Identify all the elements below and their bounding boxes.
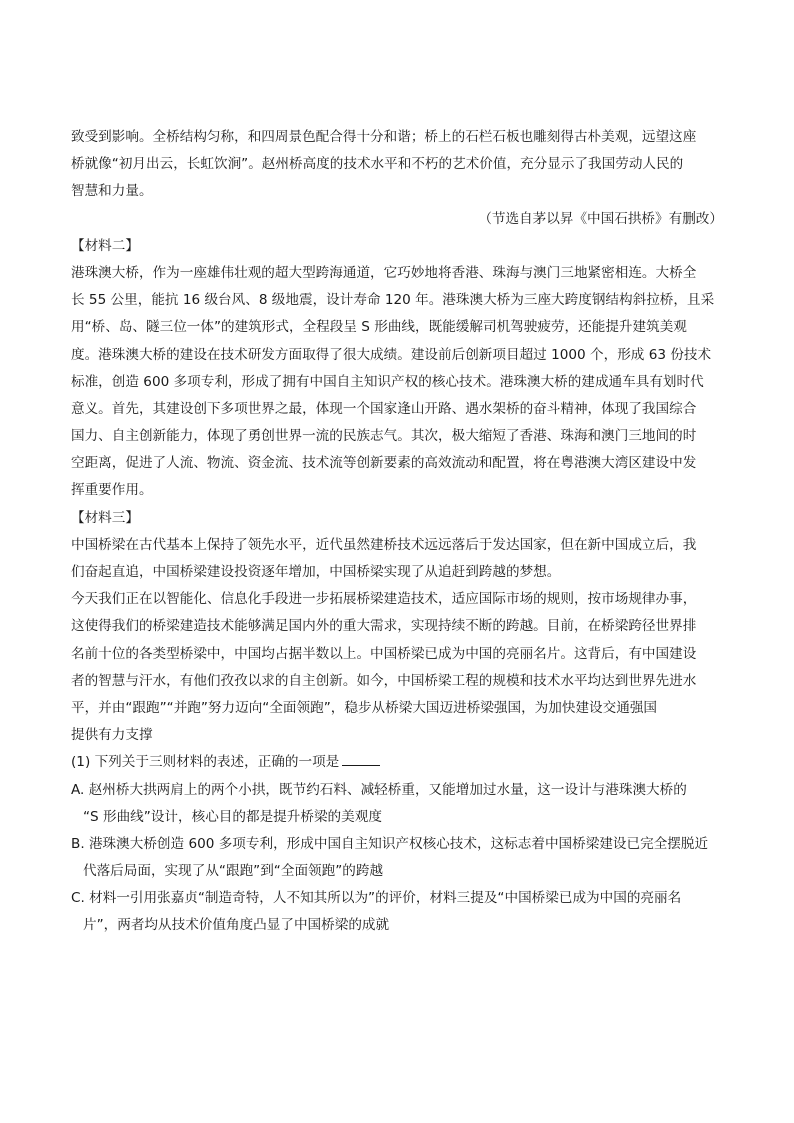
text-line: 国力、自主创新能力，体现了勇创世界一流的民族志气。其次，极大缩短了香港、珠海和澳门三地间的时 [71, 428, 697, 445]
text-line: 智慧和力量。 [71, 183, 153, 200]
option-line: 片”，两者均从技术价值角度凸显了中国桥梁的成就 [83, 917, 390, 934]
text-line: 度。港珠澳大桥的建设在技术研发方面取得了很大成绩。建设前后创新项目超过 1000 个，形成 63 份技术 [71, 346, 712, 363]
text-line: 今天我们正在以智能化、信息化手段进一步拓展桥梁建造技术，适应国际市场的规则，按市场规律办事， [71, 591, 697, 608]
option-b[interactable] [71, 831, 723, 885]
text-line: 意义。首先，其建设创下多项世界之最，体现一个国家逢山开路、遇水架桥的奋斗精神，体现了我国综合 [71, 400, 697, 417]
text-line: 平，并由“跟跑”“并跑”努力迈向“全面领跑”，稳步从桥梁大国迈进桥梁强国，为加快建设交通强国 [71, 699, 658, 716]
question-stem [71, 749, 723, 776]
text-line: 空距离，促进了人流、物流、资金流、技术流等创新要素的高效流动和配置，将在粤港澳大湾区建设中发 [71, 455, 697, 472]
text-line: 致受到影响。全桥结构匀称，和四周景色配合得十分和谐；桥上的石栏石板也雕刻得古朴美观，远望这座 [71, 129, 697, 145]
text-line: 港珠澳大桥，作为一座雄伟壮观的超大型跨海通道，它巧妙地将香港、珠海与澳门三地紧密相连。大桥全 [71, 264, 697, 281]
option-line: B. 港珠澳大桥创造 600 多项专利，形成中国自主知识产权核心技术，这标志着中国桥梁建设已完全摆脱近 [71, 835, 709, 852]
document-body [71, 124, 723, 940]
question-stem-text: (1) 下列关于三则材料的表述，正确的一项是 [71, 754, 340, 771]
material-two-heading: 【材料二】 [71, 237, 139, 254]
material-three-paragraph-one [71, 532, 723, 586]
text-line: 长 55 公里，能抗 16 级台风、8 级地震，设计寿命 120 年。港珠澳大桥为三座大跨度钢结构斜拉桥，且采 [71, 292, 715, 309]
answer-blank[interactable] [342, 751, 380, 766]
option-line: “S 形曲线”设计，核心目的都是提升桥梁的美观度 [83, 808, 382, 825]
text-line: 提供有力支撑 [71, 727, 153, 744]
material-one-tail [71, 124, 723, 206]
text-line: 挥重要作用。 [71, 482, 153, 499]
source-note: （节选自茅以昇《中国石拱桥》有删改） [478, 210, 723, 227]
text-line: 名前十位的各类型桥梁中，中国均占据半数以上。中国桥梁已成为中国的亮丽名片。这背后，有中国建设 [71, 645, 697, 662]
text-line: 桥就像“初月出云，长虹饮涧”。赵州桥高度的技术水平和不朽的艺术价值，充分显示了我国劳动人民的 [71, 156, 684, 173]
text-line: 用“桥、岛、隧三位一体”的建筑形式，全程段呈 S 形曲线，既能缓解司机驾驶疲劳，还能提升建筑美观 [71, 319, 687, 336]
text-line: 这使得我们的桥梁建造技术能够满足国内外的重大需求，实现持续不断的跨越。目前，在桥梁跨径世界排 [71, 618, 697, 635]
material-three-heading: 【材料三】 [71, 509, 139, 526]
option-line: A. 赵州桥大拱两肩上的两个小拱，既节约石料、减轻桥重，又能增加过水量，这一设计与港珠澳大桥的 [71, 781, 687, 798]
material-three-paragraph-two [71, 586, 723, 749]
option-a[interactable] [71, 777, 723, 831]
text-line: 中国桥梁在古代基本上保持了领先水平，近代虽然建桥技术远远落后于发达国家，但在新中国成立后，我 [71, 536, 697, 553]
option-c[interactable] [71, 885, 723, 939]
text-line: 者的智慧与汗水，有他们孜孜以求的自主创新。如今，中国桥梁工程的规模和技术水平均达到世界先进水 [71, 672, 697, 689]
text-line: 标准，创造 600 多项专利，形成了拥有中国自主知识产权的核心技术。港珠澳大桥的建成通车具有划时代 [71, 373, 704, 390]
text-line: 们奋起直追，中国桥梁建设投资逐年增加，中国桥梁实现了从追赶到跨越的梦想。 [71, 564, 561, 580]
option-line: 代落后局面，实现了从“跟跑”到“全面领跑”的跨越 [83, 863, 384, 880]
material-two-body [71, 260, 723, 505]
option-line: C. 材料一引用张嘉贞“制造奇特，人不知其所以为”的评价，材料三提及“中国桥梁已成为中国的亮丽名 [71, 890, 682, 907]
